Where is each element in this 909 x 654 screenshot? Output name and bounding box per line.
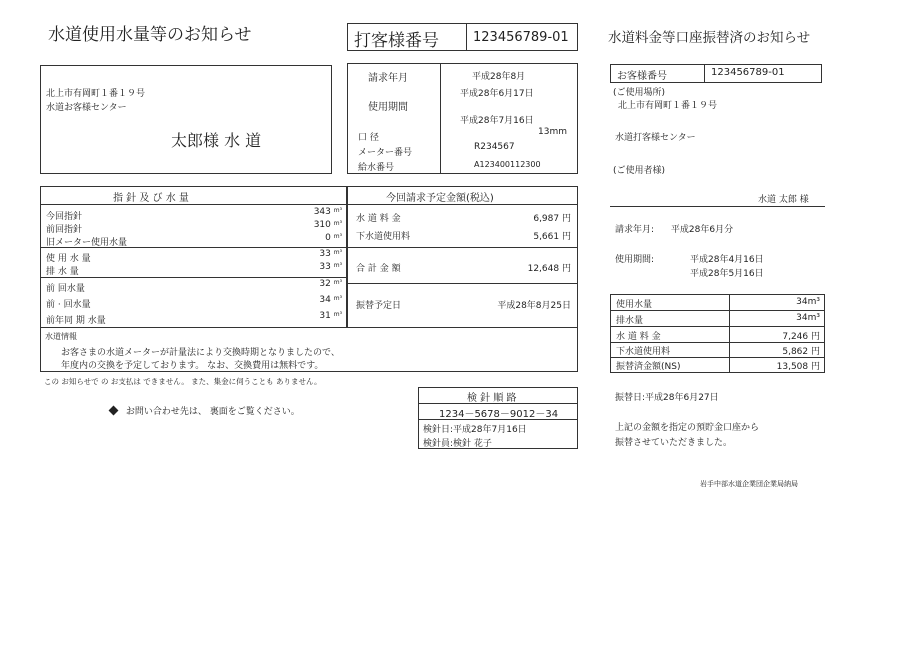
caliber-value: 13mm (538, 127, 567, 137)
period-label: 使用期間 (368, 102, 408, 113)
total-value: 12,648 円 (527, 264, 571, 274)
inquiry-note: お問い合わせ先は、 裏面をご覧ください。 (110, 404, 300, 417)
meter-row-label: 前年同 期 水量 (46, 316, 106, 326)
meter-row-value: 0 $^{m^3}$ (325, 233, 342, 243)
meter-row-value: 33 $^{m^3}$ (319, 249, 342, 259)
summary-label: 排水量 (616, 316, 644, 326)
right-center: 水道打客様センター (615, 133, 696, 143)
billing-month-label: 請求年月 (368, 73, 408, 84)
summary-label: 使用水量 (616, 300, 653, 310)
page-title: 水道使用水量等のお知らせ (48, 25, 252, 45)
summary-value: 13,508 円 (776, 362, 820, 372)
water-charge-label: 水 道 料 金 (356, 214, 401, 224)
summary-value: 34m³ (796, 297, 820, 307)
right-period-to: 平成28年5月16日 (690, 269, 764, 279)
inspection-date: 検針日:平成28年7月16日 (423, 425, 527, 435)
meter-row-label: 前回指針 (46, 225, 83, 235)
meter-number: R234567 (474, 142, 515, 152)
right-billing-month: 請求年月: 平成28年6月分 (615, 225, 734, 235)
summary-value: 34m³ (796, 313, 820, 323)
meter-row-value: 343 $^{m^3}$ (313, 207, 342, 217)
customer-number-label: 打客様番号 (354, 31, 439, 51)
meter-row-label: 今回指針 (46, 212, 83, 222)
right-customer-label: お客様番号 (617, 71, 667, 82)
sewer-charge-value: 5,661 円 (533, 232, 571, 242)
usage-place-label: (ご使用場所) (613, 88, 666, 98)
address-line-1: 北上市有岡町１番１９号 (46, 89, 146, 99)
summary-value: 7,246 円 (782, 332, 820, 342)
water-charge-value: 6,987 円 (533, 214, 571, 224)
diamond-bullet-icon (109, 406, 119, 416)
supply-number-label: 給水番号 (358, 163, 395, 173)
usage-address: 北上市有岡町１番１９号 (618, 101, 718, 111)
user-name: 水道 太郎 様 (758, 195, 809, 205)
meter-row-label: 旧メーター使用水量 (46, 238, 128, 248)
meter-row-label: 前 回水量 (46, 284, 85, 294)
billing-month: 平成28年8月 (472, 72, 526, 82)
period-from: 平成28年6月17日 (460, 89, 534, 99)
inspection-route-box (418, 387, 578, 449)
meter-reading-table (40, 186, 347, 328)
meter-row-value: 33 $^{m^3}$ (319, 262, 342, 272)
right-period-label: 使用期間: (615, 255, 655, 265)
user-underline (610, 206, 825, 207)
inspection-header: 検 針 順 路 (467, 393, 517, 404)
right-summary-table (610, 294, 825, 373)
footer-note: この お知らせで の お支払は できません。 また、集金に伺うことも ありません。 (44, 377, 322, 386)
right-title: 水道料金等口座振替済のお知らせ (608, 30, 811, 46)
meter-row-value: 310 $^{m^3}$ (313, 220, 342, 230)
meter-row-value: 32 $^{m^3}$ (319, 279, 342, 289)
debit-date: 平成28年8月25日 (497, 301, 571, 311)
meter-row-value: 34 $^{m^3}$ (319, 295, 342, 305)
summary-label: 水 道 料 金 (616, 332, 661, 342)
inspection-inspector: 検針員:検針 花子 (423, 439, 492, 449)
billing-info-box (347, 63, 578, 174)
charges-table (347, 186, 578, 328)
meter-table-header: 指 針 及 び 水 量 (113, 193, 189, 204)
supply-number: A123400112300 (474, 160, 541, 169)
notice-box (40, 327, 578, 372)
meter-row-value: 31 $^{m^3}$ (319, 311, 342, 321)
address-line-2: 水道お客様センター (46, 103, 127, 113)
meter-row-label: 使 用 水 量 (46, 254, 91, 264)
customer-number-value: 123456789-01 (473, 30, 569, 45)
inspection-route: 1234－5678－9012－34 (439, 409, 559, 420)
summary-label: 下水道使用料 (616, 347, 671, 357)
summary-label: 振替済金額(NS) (616, 362, 681, 372)
total-label: 合 計 金 額 (356, 264, 401, 274)
charges-header: 今回請求予定金額(税込) (386, 193, 494, 204)
right-note-line-2: 振替させていただきました。 (615, 438, 733, 448)
issuer: 岩手中部水道企業団企業局納局 (700, 480, 798, 488)
meter-row-label: 排 水 量 (46, 267, 79, 277)
notice-line-1: お客さまの水道メーターが計量法により交換時期となりましたので、 (61, 348, 340, 358)
period-to: 平成28年7月16日 (460, 116, 534, 126)
right-customer-number-box (610, 64, 822, 83)
notice-line-2: 年度内の交換を予定しております。 なお、交換費用は無料です。 (61, 361, 324, 371)
meter-row-label: 前 · 回水量 (46, 300, 91, 310)
customer-number-box (347, 23, 578, 51)
debit-date-label: 振替予定日 (356, 301, 402, 311)
meter-number-label: メーター番号 (358, 148, 413, 158)
address-box (40, 65, 332, 174)
summary-value: 5,862 円 (782, 347, 820, 357)
caliber-label: 口 径 (358, 133, 379, 143)
right-period-from: 平成28年4月16日 (690, 255, 764, 265)
customer-name: 太郎様 水 道 (171, 131, 262, 150)
sewer-charge-label: 下水道使用料 (356, 232, 411, 242)
right-customer-value: 123456789-01 (711, 67, 785, 78)
user-label: (ご使用者様) (613, 166, 666, 176)
right-note-line-1: 上記の金額を指定の預貯金口座から (615, 423, 760, 433)
right-debit-date: 振替日:平成28年6月27日 (615, 393, 719, 403)
notice-title: 水道情報 (45, 332, 77, 341)
